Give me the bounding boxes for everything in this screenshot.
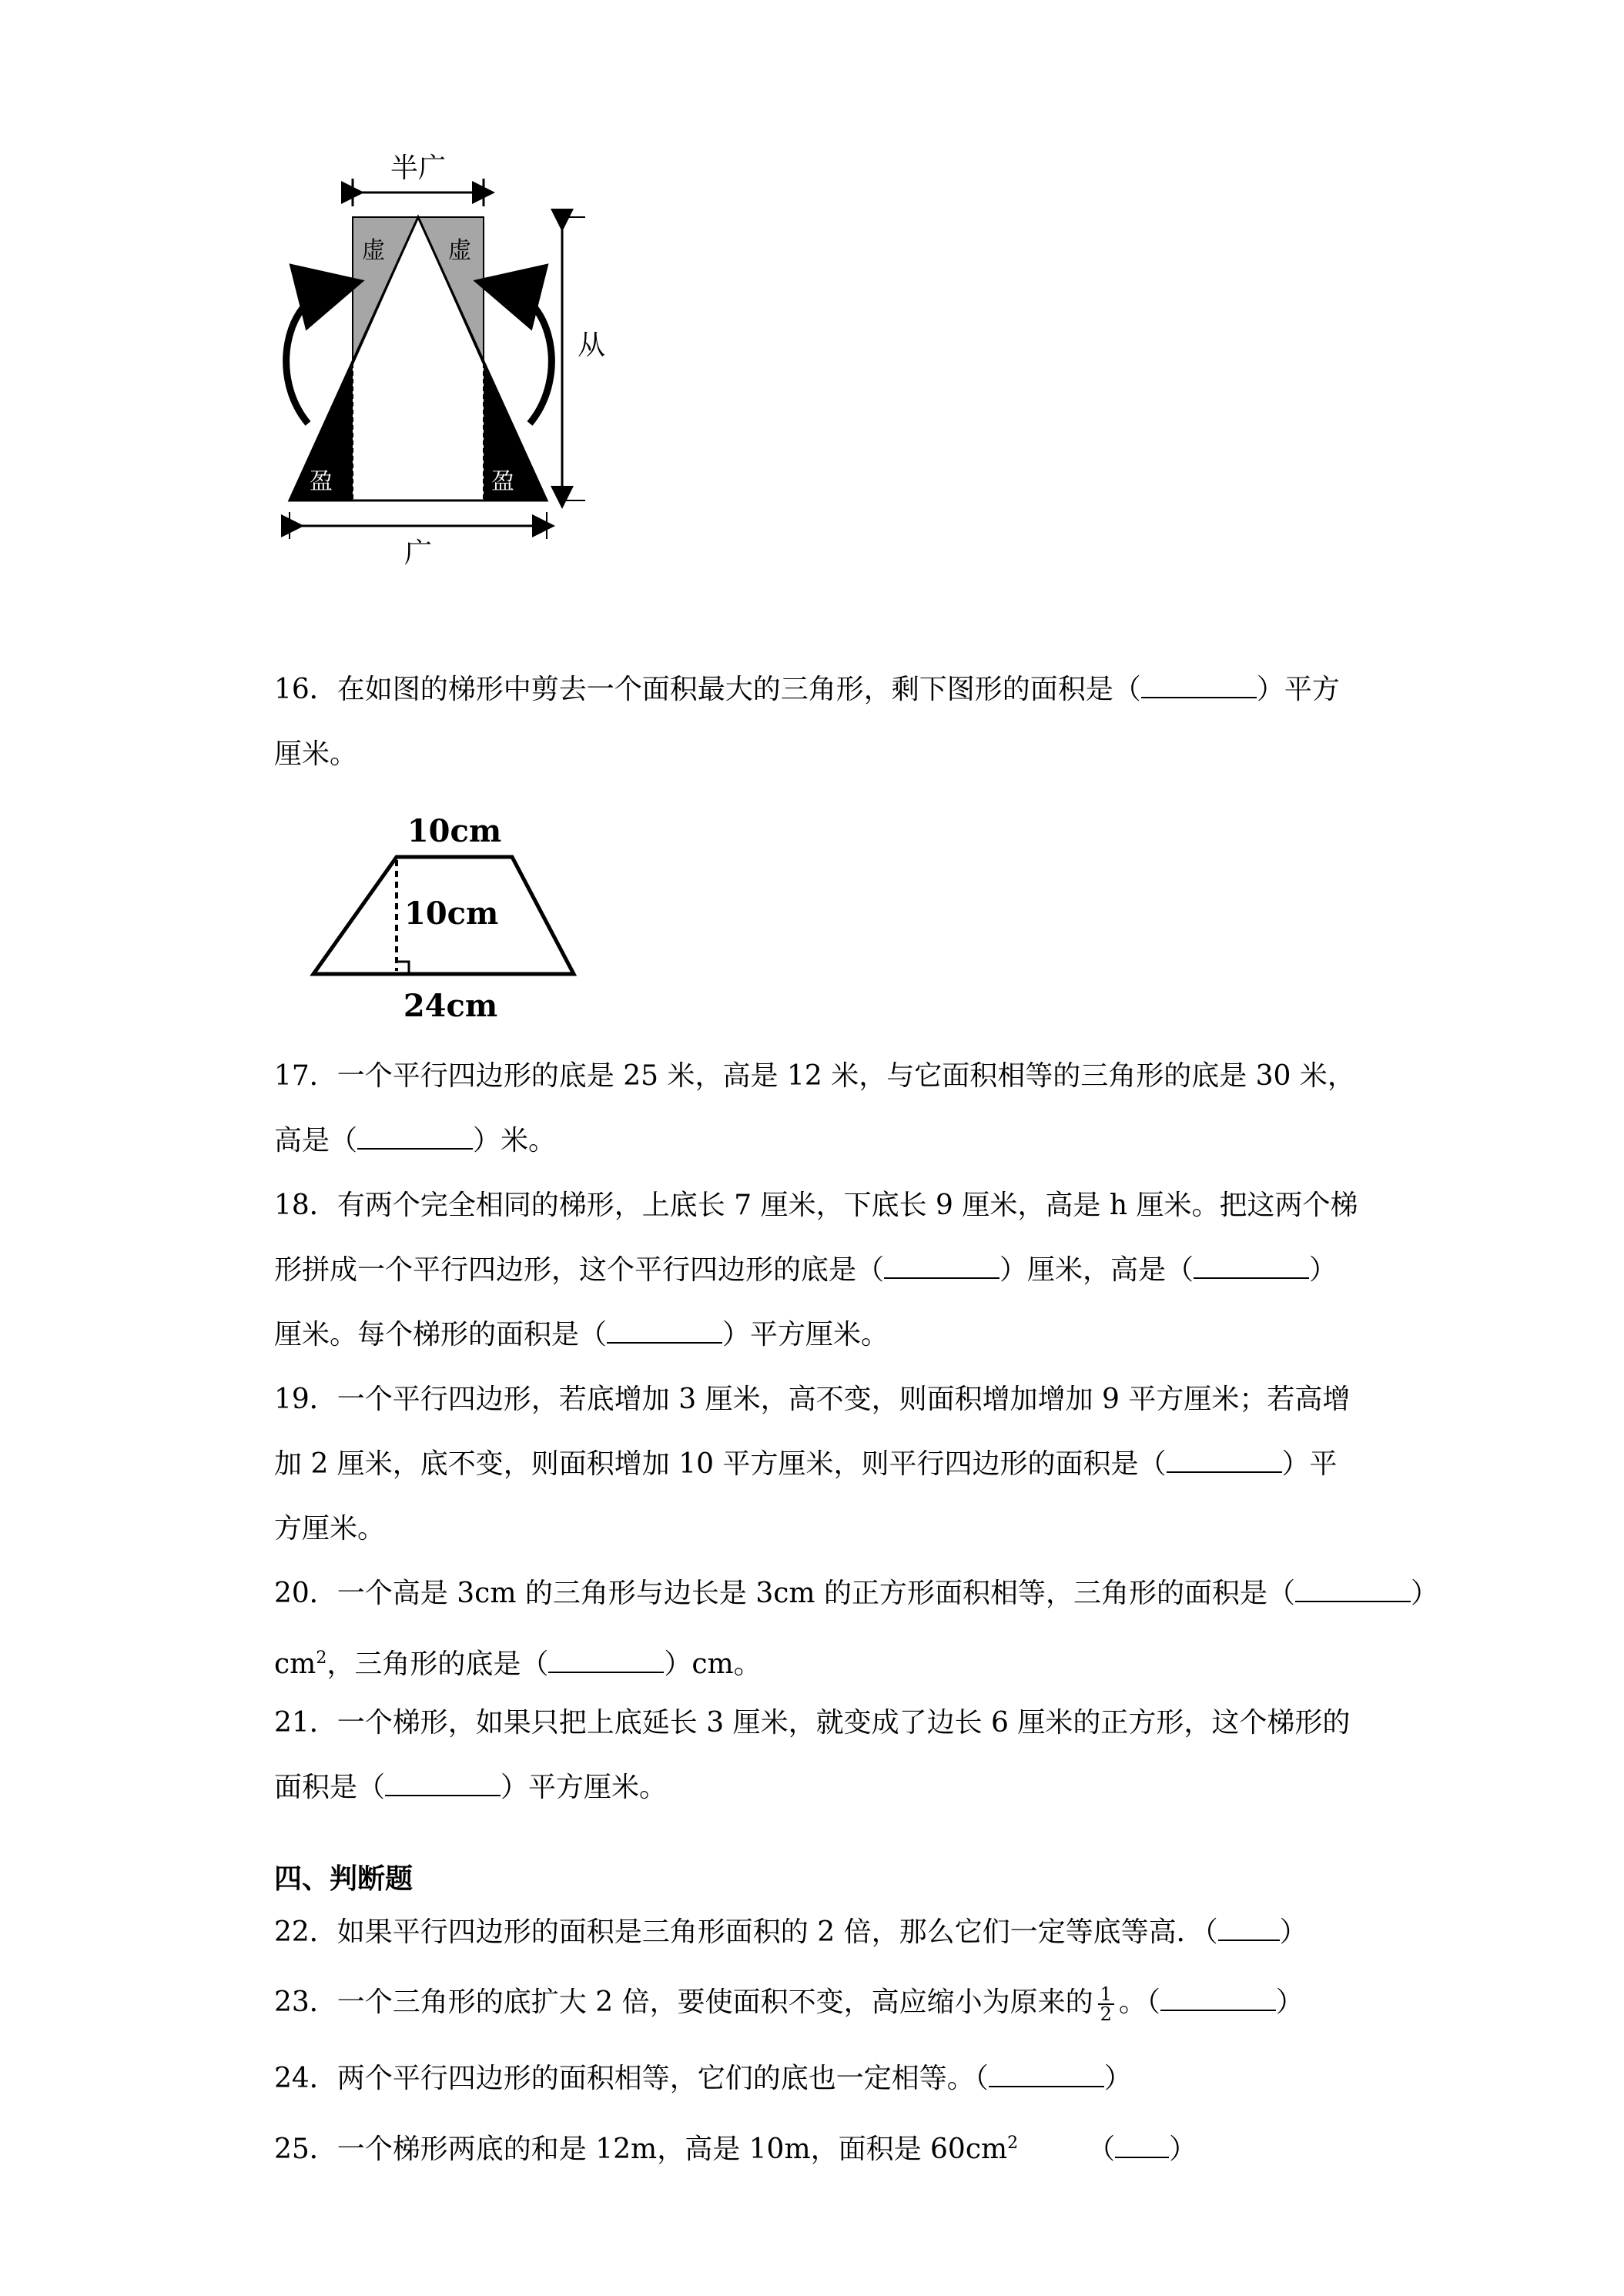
answer-blank-16[interactable] <box>1141 674 1257 698</box>
answer-blank-21[interactable] <box>385 1772 501 1796</box>
answer-blank-20b[interactable] <box>548 1648 664 1673</box>
trapezoid-bottom-label: 24cm <box>403 988 498 1024</box>
question-17-line-1: 17．一个平行四边形的底是 25 米，高是 12 米，与它面积相等的三角形的底是 30 米， <box>274 1060 1355 1092</box>
section-title-judgment: 四、判断题 <box>274 1863 414 1895</box>
question-21-line-2: 面积是（ ）平方厘米。 <box>274 1772 668 1803</box>
answer-blank-23[interactable] <box>1160 1986 1276 2011</box>
trapezoid-height-label: 10cm <box>404 895 499 932</box>
question-24: 24．两个平行四边形的面积相等，它们的底也一定相等。（ ） <box>274 2063 1132 2094</box>
question-22: 22．如果平行四边形的面积是三角形面积的 2 倍，那么它们一定等底等高．（ ） <box>274 1916 1308 1948</box>
trapezoid-top-label: 10cm <box>407 813 502 849</box>
question-17-line-2: 高是（ ）米。 <box>274 1125 557 1156</box>
answer-blank-18c[interactable] <box>607 1319 722 1344</box>
answer-blank-18a[interactable] <box>884 1254 1000 1279</box>
right-bottom-label: 盈 <box>491 468 514 495</box>
question-19-line-3: 方厘米。 <box>274 1513 386 1545</box>
question-21-line-1: 21．一个梯形，如果只把上底延长 3 厘米，就变成了边长 6 厘米的正方形，这个梯形的 <box>274 1707 1351 1739</box>
figure-trapezoid <box>304 805 597 1036</box>
fraction-one-half: $\frac{1}{2}$ <box>1098 1985 1114 2023</box>
question-23: 23．一个三角形的底扩大 2 倍，要使面积不变，高应缩小为原来的 $\frac{1}{2}$ 。（ ） <box>274 1983 1304 2025</box>
bottom-dimension-label: 广 <box>403 537 433 569</box>
question-19-line-2: 加 2 厘米，底不变，则面积增加 10 平方厘米，则平行四边形的面积是（ ）平 <box>274 1448 1338 1480</box>
question-16-line-2: 厘米。 <box>274 738 358 770</box>
top-dimension-label: 半广 <box>390 152 447 184</box>
question-25: 25．一个梯形两底的和是 12m，高是 10m，面积是 $60cm^2$ （ ） <box>274 2134 1197 2165</box>
height-label: 从 <box>578 330 606 361</box>
answer-blank-17[interactable] <box>357 1125 473 1150</box>
question-18-line-1: 18．有两个完全相同的梯形，上底长 7 厘米，下底长 9 厘米，高是 h 厘米。把这两个梯 <box>274 1190 1358 1221</box>
question-20-line-1: 20．一个高是 3cm 的三角形与边长是 3cm 的正方形面积相等，三角形的面积是（ ） <box>274 1578 1439 1609</box>
question-18-line-3: 厘米。每个梯形的面积是（ ）平方厘米。 <box>274 1319 889 1350</box>
answer-blank-25[interactable] <box>1115 2134 1169 2158</box>
question-20-line-2: $cm^2$，三角形的底是（ ）cm。 <box>274 1648 762 1680</box>
answer-blank-22[interactable] <box>1218 1916 1280 1941</box>
figure-triangle-rearrangement <box>277 146 616 577</box>
question-16-line-1: 16．在如图的梯形中剪去一个面积最大的三角形，剩下图形的面积是（ ）平方 <box>274 674 1340 705</box>
answer-blank-19[interactable] <box>1167 1448 1282 1473</box>
left-bottom-label: 盈 <box>310 468 333 495</box>
question-18-line-2: 形拼成一个平行四边形，这个平行四边形的底是（ ）厘米，高是（ ） <box>274 1254 1338 1286</box>
right-top-label: 虚 <box>448 237 471 264</box>
answer-blank-18b[interactable] <box>1194 1254 1309 1279</box>
left-top-label: 虚 <box>362 237 385 264</box>
answer-blank-24[interactable] <box>989 2063 1104 2087</box>
answer-blank-20a[interactable] <box>1295 1578 1411 1602</box>
question-19-line-1: 19．一个平行四边形，若底增加 3 厘米，高不变，则面积增加增加 9 平方厘米；若高增 <box>274 1384 1351 1415</box>
